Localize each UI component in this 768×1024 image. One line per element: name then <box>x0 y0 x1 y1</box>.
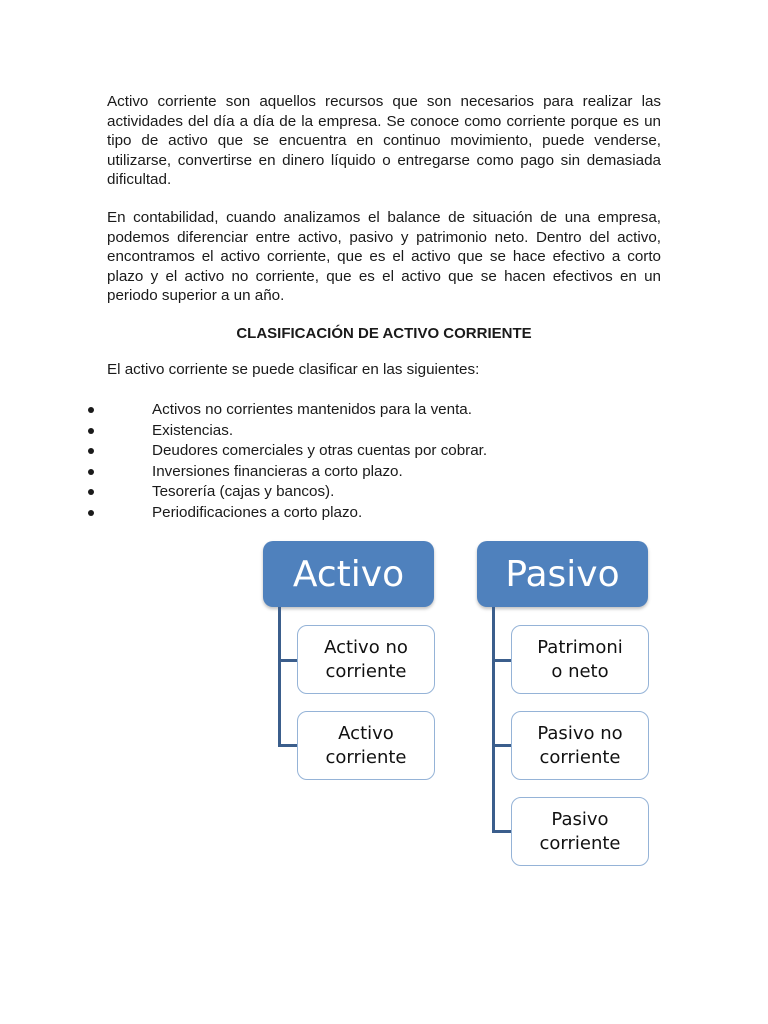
pasivo-connector-branch <box>492 744 512 747</box>
intro-text: El activo corriente se puede clasificar en las siguientes: <box>107 361 480 378</box>
list-item-text: Deudores comerciales y otras cuentas por cobrar. <box>152 442 488 459</box>
section-heading: CLASIFICACIÓN DE ACTIVO CORRIENTE <box>236 325 532 342</box>
activo-connector-branch <box>278 744 298 747</box>
pasivo-connector-branch <box>492 659 512 662</box>
list-item-text: Tesorería (cajas y bancos). <box>152 483 335 500</box>
pasivo-connector-vertical <box>492 607 495 833</box>
bullet-icon <box>88 510 94 516</box>
patrimonio-neto-box: Patrimoni o neto <box>511 625 649 694</box>
activo-connector-branch <box>278 659 298 662</box>
activo-corriente-box: Activo corriente <box>297 711 435 780</box>
bullet-icon <box>88 407 94 413</box>
pasivo-no-corriente-box: Pasivo no corriente <box>511 711 649 780</box>
bullet-icon <box>88 448 94 454</box>
bullet-icon <box>88 489 94 495</box>
pasivo-connector-branch <box>492 830 512 833</box>
bullet-icon <box>88 469 94 475</box>
list-item-text: Existencias. <box>152 421 234 439</box>
paragraph-activo-corriente-definition: Activo corriente son aquellos recursos que son necesarios para realizar las actividades del día a día de la empresa. Se conoce como corriente porque es un tipo de activo que se encuentra en continuo movimiento, puede venderse, utilizarse, convertirse en dinero líquido o entregarse como pago sin demasiada dificultad. <box>107 93 661 188</box>
pasivo-corriente-box: Pasivo corriente <box>511 797 649 866</box>
pasivo-header-box: Pasivo <box>477 541 648 607</box>
list-item-text: Inversiones financieras a corto plazo. <box>152 462 403 480</box>
paragraph-contabilidad: En contabilidad, cuando analizamos el balance de situación de una empresa, podemos diferenciar entre activo, pasivo y patrimonio neto. Dentro del activo, encontramos el activo corriente, que es el activo que se hace efectivo a corto plazo y el activo no corriente, que es el activo que se hacen efectivos en un periodo superior a un año. <box>107 209 661 304</box>
activo-connector-vertical <box>278 607 281 747</box>
list-item-text: Periodificaciones a corto plazo. <box>152 503 363 521</box>
list-item-text: Activos no corrientes mantenidos para la venta. <box>152 401 472 418</box>
activo-header-box: Activo <box>263 541 434 607</box>
bullet-icon <box>88 428 94 434</box>
activo-no-corriente-box: Activo no corriente <box>297 625 435 694</box>
